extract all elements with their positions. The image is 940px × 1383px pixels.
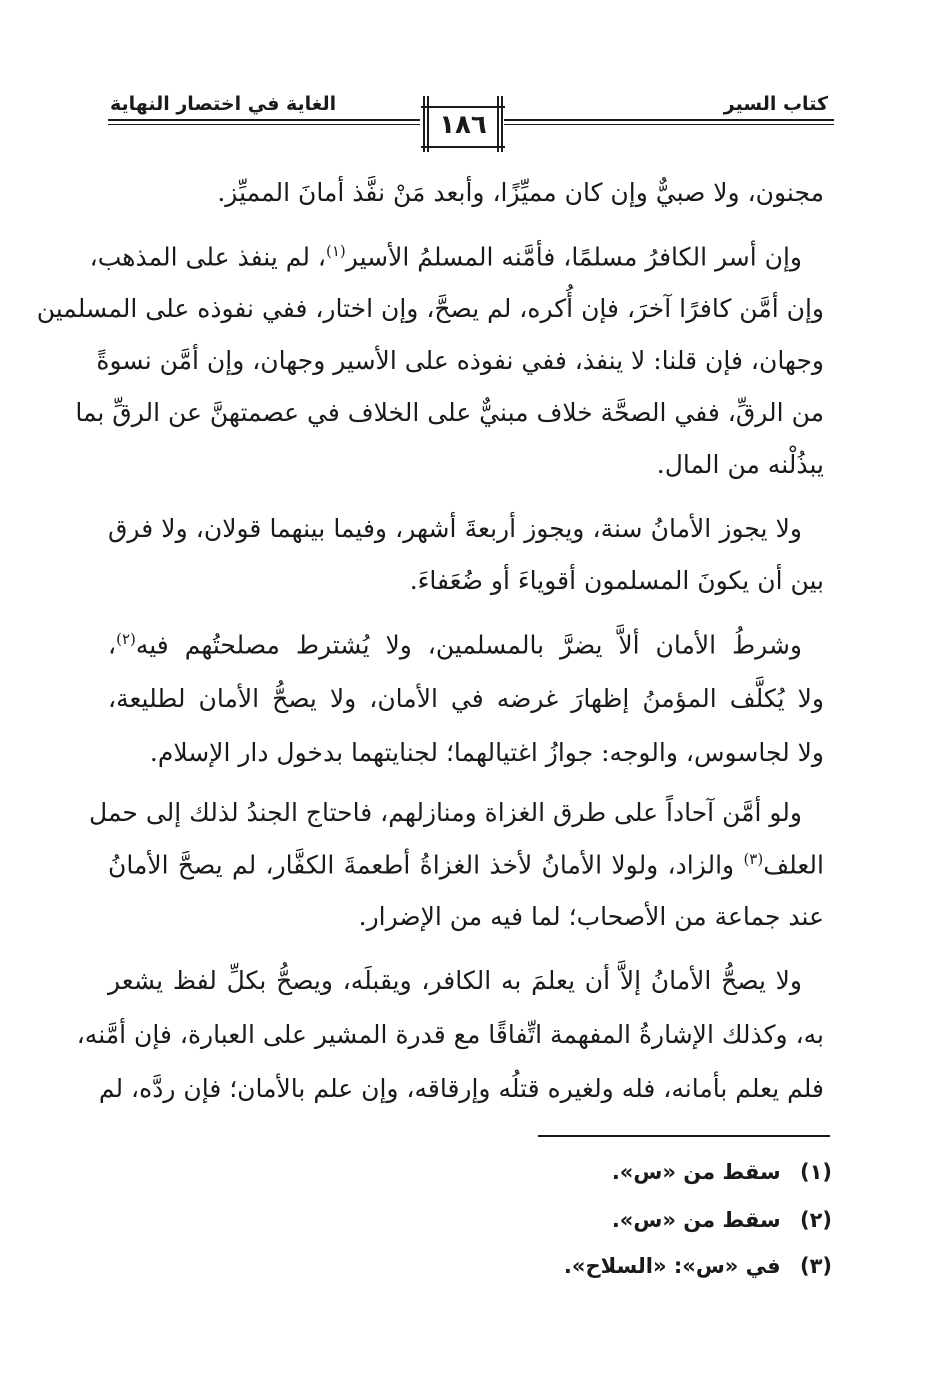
footnote-ref-3[interactable]: (٣) [743,850,764,868]
header-rule-left-thin [108,124,420,125]
text-line [36,294,824,334]
line-text: وشرطُ الأمان ألاَّ يضرَّ بالمسلمين، ولا يُشترط مصلحتُهم فيه [135,630,802,660]
footnote-ref-2[interactable]: (٢) [116,630,136,648]
footnote-number: (٢) [799,1208,832,1232]
footnote-text: سقط من «س». [611,1160,781,1184]
line-text: مجنون، ولا صبيٌّ وإن كان مميِّزًا، وأبعد مَنْ نفَّذ أمانَ المميِّز. [217,178,824,207]
text-line [108,450,824,490]
text-line [108,684,824,724]
line-text-tail: ، لم ينفذ على المذهب، [89,242,326,272]
line-text-tail: والزاد، ولولا الأمانُ لأخذ الغزاةُ أطعمةَ الكفَّار، لم يصحَّ الأمانُ [108,850,744,880]
footnote-item [612,1160,832,1184]
text-line [96,346,824,386]
footnote-ref-1[interactable]: (١) [326,242,346,260]
text-line [108,738,824,778]
line-text: وإن أسر الكافرُ مسلمًا، فأمَّنه المسلمُ الأسير [345,242,802,272]
text-line [108,566,824,606]
footnote-number: (٣) [799,1254,832,1278]
line-text: العلف [763,850,824,880]
footnote-text: في «س»: «السلاح». [563,1254,781,1278]
running-head-book-title: الغاية في اختصار النهاية [110,93,337,115]
text-line [108,178,824,218]
line-text: يبذُلْنه من المال. [656,450,824,479]
text-line [108,850,824,890]
footnote-text: سقط من «س». [611,1208,781,1232]
frame-bar-bottom [421,146,505,148]
text-line [89,798,824,838]
line-text: ولا يجوز الأمانُ سنة، ويجوز أربعةَ أشهر، وفيما بينهما قولان، ولا فرق [108,514,802,543]
text-line [108,902,824,942]
frame-bar-top [421,106,505,108]
line-text: عند جماعة من الأصحاب؛ لما فيه من الإضرار. [358,902,824,931]
text-line [89,242,824,282]
line-text: ولو أمَّن آحاداً على طرق الغزاة ومنازلهم، فاحتاج الجندُ لذلك إلى حمل [89,798,802,827]
line-text: من الرقِّ، ففي الصحَّة خلاف مبنيٌّ على الخلاف في عصمتهنَّ عن الرقِّ بما [75,398,824,427]
running-head-chapter: كتاب السير [723,93,828,115]
line-text: فلم يعلم بأمانه، فله ولغيره قتلُه وإرقاقه، وإن علم بالأمان؛ فإن ردَّه، لم [98,1074,824,1103]
line-text: به، وكذلك الإشارةُ المفهمة اتِّفاقًا مع قدرة المشير على العبارة، فإن أمَّنه، [76,1020,824,1049]
text-line [108,514,824,554]
line-text: ولا يصحُّ الأمانُ إلاَّ أن يعلمَ به الكافر، ويقبلَه، ويصحُّ بكلِّ لفظ يشعر [108,966,802,995]
text-line [108,966,824,1006]
header-rule-right-thin [504,124,834,125]
line-text: وجهان، فإن قلنا: لا ينفذ، ففي نفوذه على الأسير وجهان، وإن أمَّن نسوةً [96,346,824,375]
footnote-item [564,1254,832,1278]
line-text: وإن أمَّن كافرًا آخرَ، فإن أُكره، لم يصحَّ، وإن اختار، ففي نفوذه على المسلمين [36,294,824,323]
text-line [108,630,824,670]
line-text: ولا يُكلَّف المؤمنُ إظهارَ غرضه في الأمان، ولا يصحُّ الأمان لطليعة، [108,684,824,713]
line-text: ولا لجاسوس، والوجه: جوازُ اغتيالهما؛ لجنايتهما بدخول دار الإسلام. [149,738,824,767]
page-number-frame [421,96,505,152]
text-line [98,1074,824,1114]
text-line [76,1020,824,1060]
page-number: ١٨٦ [439,110,487,140]
header-rule-left [108,119,420,121]
footnote-number: (١) [799,1160,832,1184]
header-rule-right [504,119,834,121]
line-text-tail: ، [108,630,117,660]
footnote-item [612,1208,832,1232]
line-text: بين أن يكونَ المسلمون أقوياءَ أو ضُعَفاءَ. [409,566,824,595]
text-line [75,398,824,438]
footnote-separator [538,1135,830,1137]
